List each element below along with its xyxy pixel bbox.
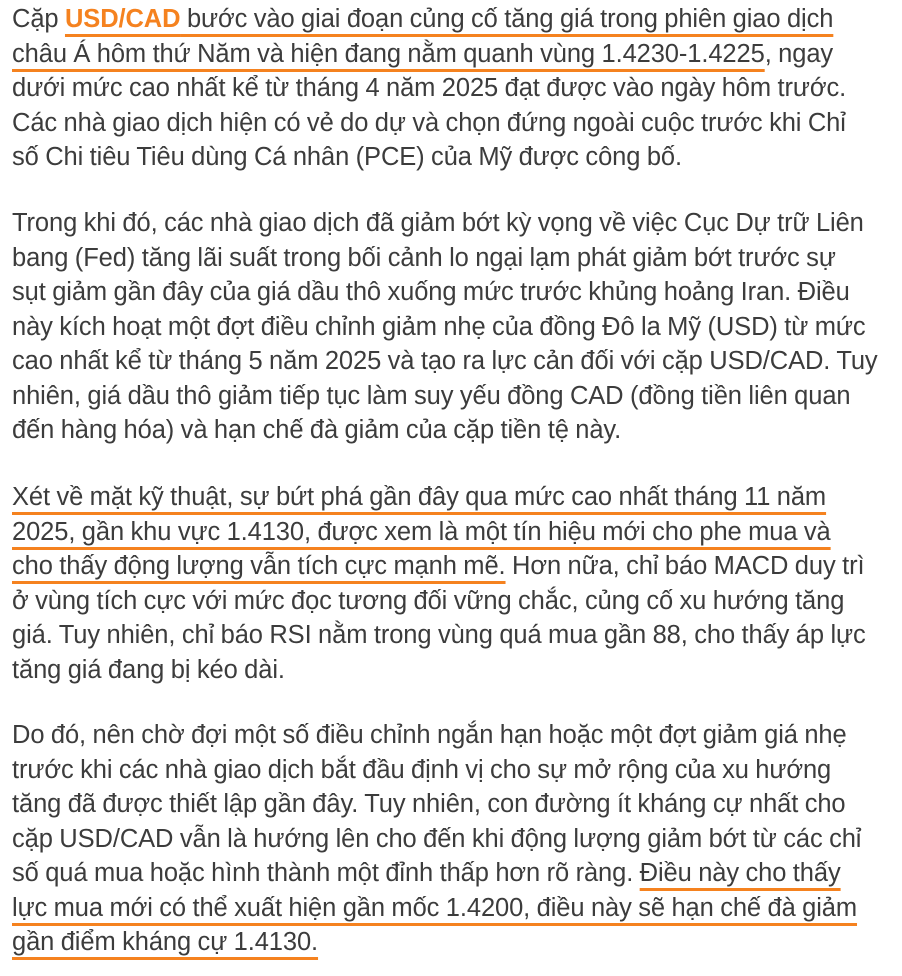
text-line: cao nhất kể từ tháng 5 năm 2025 và tạo ra lực cản đối với cặp USD/CAD. Tuy [12,347,878,375]
text-line: cặp USD/CAD vẫn là hướng lên cho đến khi động lượng giảm bớt từ các chỉ [12,824,862,853]
highlighted-text-line: 2025, gần khu vực 1.4130, được xem là một tín hiệu mới cho phe mua và [12,517,831,546]
text-line: sụt giảm gần đây của giá dầu thô xuống mức trước khủng hoảng Iran. Điều [12,278,850,306]
text-line: số Chi tiêu Tiêu dùng Cá nhân (PCE) của Mỹ được công bố. [12,143,682,171]
highlighted-text-line: lực mua mới có thể xuất hiện gần mốc 1.4200, điều này sẽ hạn chế đà giảm [12,893,858,922]
text-line: trước khi các nhà giao dịch bắt đầu định vị cho sự mở rộng của xu hướng [12,755,832,784]
text-line: ở vùng tích cực với mức đọc tương đối vững chắc, củng cố xu hướng tăng [12,586,845,615]
highlighted-text: Điều này cho thấy [639,859,841,887]
text-line: nhiên, giá dầu thô giảm tiếp tục làm suy yếu đồng CAD (đồng tiền liên quan [12,381,851,410]
text-line: Do đó, nên chờ đợi một số điều chỉnh ngắn hạn hoặc một đợt giảm giá nhẹ [12,721,847,749]
text-line: dưới mức cao nhất kể từ tháng 4 năm 2025 đạt được vào ngày hôm trước. [12,74,847,102]
text-line: số quá mua hoặc hình thành một đỉnh thấp hơn rõ ràng. Điều này cho thấy [12,859,841,887]
text-line: này kích hoạt một đợt điều chỉnh giảm nhẹ của đồng Đô la Mỹ (USD) từ mức [12,312,866,341]
text-line [12,925,861,960]
text-line: tăng giá đang bị kéo dài. [12,655,285,684]
text-line: Cặp USD/CAD bước vào giai đoạn củng cố tăng giá trong phiên giao dịch [12,5,834,33]
text-line: tăng đã được thiết lập gần đây. Tuy nhiên, con đường ít kháng cự nhất cho [12,790,846,818]
paragraph-intro [12,2,846,175]
text-line: giá. Tuy nhiên, chỉ báo RSI nằm trong vùng quá mua gần 88, cho thấy áp lực [12,621,866,649]
text-line: cho thấy động lượng vẫn tích cực mạnh mẽ. Hơn nữa, chỉ báo MACD duy trì [12,552,865,580]
highlighted-text-line: Xét về mặt kỹ thuật, sự bứt phá gần đây qua mức cao nhất tháng 11 năm [12,483,827,511]
paragraph-outlook [12,718,861,960]
text-line: Các nhà giao dịch hiện có vẻ do dự và chọn đứng ngoài cuộc trước khi Chỉ [12,108,846,137]
paragraph-technical [12,480,866,687]
text-line: đến hàng hóa) và hạn chế đà giảm của cặp tiền tệ này. [12,416,622,444]
paragraph-fundamentals [12,206,878,448]
highlighted-text: châu Á hôm thứ Năm và hiện đang nằm quanh vùng 1.4230-1.4225 [12,39,765,68]
text-line: Trong khi đó, các nhà giao dịch đã giảm bớt kỳ vọng về việc Cục Dự trữ Liên [12,209,864,237]
text-line: bang (Fed) tăng lãi suất trong bối cảnh lo ngại lạm phát giảm bớt trước sự [12,243,836,272]
highlighted-text: gần điểm kháng cự 1.4130. [12,928,319,956]
currency-pair-label: USD/CAD [64,5,181,33]
text-line: châu Á hôm thứ Năm và hiện đang nằm quanh vùng 1.4230-1.4225, ngay [12,39,834,68]
highlighted-text: cho thấy động lượng vẫn tích cực mạnh mẽ. [12,552,506,580]
